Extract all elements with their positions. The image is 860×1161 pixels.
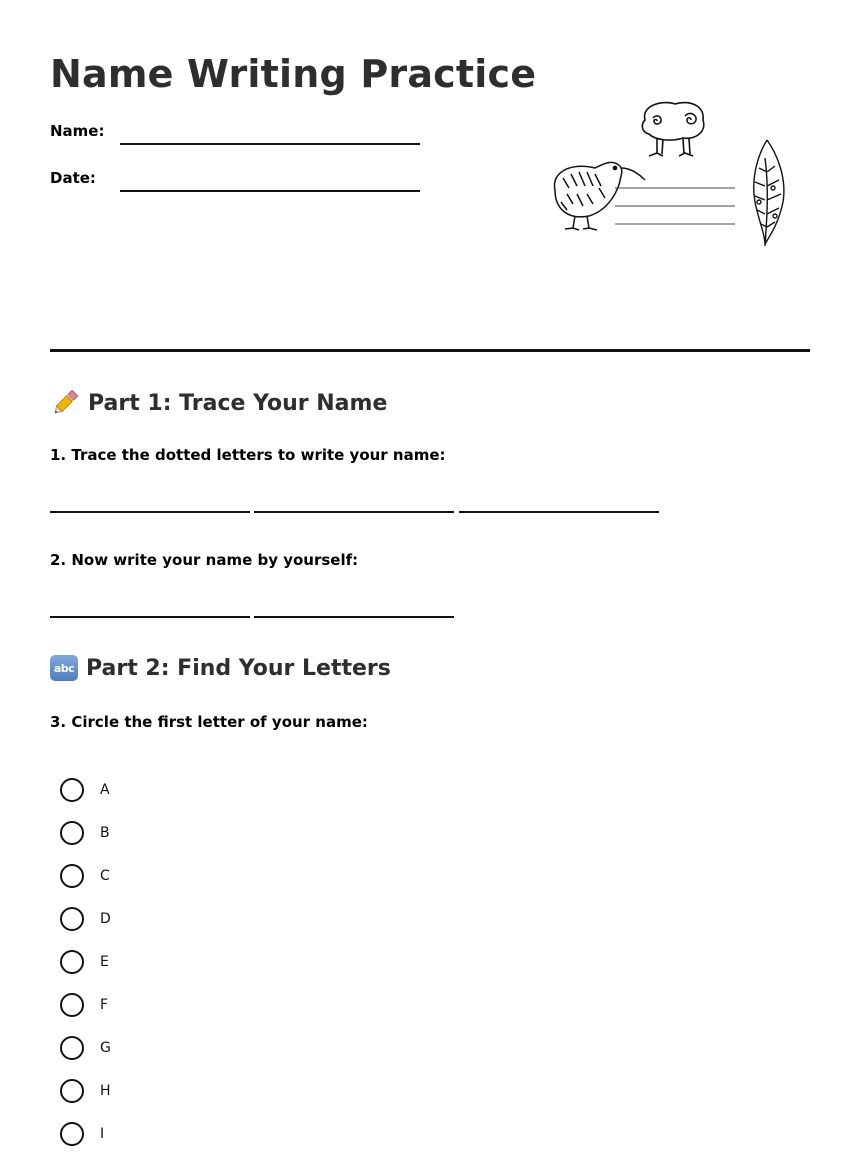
option-d[interactable] (60, 906, 111, 932)
sheep-icon (642, 103, 703, 156)
option-label: I (100, 1126, 105, 1142)
question-1: 1. Trace the dotted letters to write your name: (50, 446, 446, 464)
option-label: C (100, 868, 110, 884)
decorative-lines (615, 188, 735, 224)
radio-circle[interactable] (60, 950, 84, 974)
name-field[interactable] (120, 143, 420, 145)
option-g[interactable] (60, 1035, 111, 1061)
option-label: H (100, 1083, 111, 1099)
kiwi-bird-icon (554, 162, 645, 230)
option-a[interactable] (60, 777, 110, 803)
write-line-2[interactable] (254, 616, 454, 618)
part1-heading (50, 388, 387, 418)
nz-illustration (545, 98, 795, 250)
trace-line-3[interactable] (459, 511, 659, 513)
option-label: E (100, 954, 109, 970)
fern-leaf-icon (754, 140, 784, 246)
date-label: Date: (50, 169, 96, 187)
option-e[interactable] (60, 949, 109, 975)
option-h[interactable] (60, 1078, 111, 1104)
radio-circle[interactable] (60, 1036, 84, 1060)
part2-heading (50, 655, 391, 681)
name-label: Name: (50, 122, 105, 140)
radio-circle[interactable] (60, 993, 84, 1017)
radio-circle[interactable] (60, 821, 84, 845)
radio-circle[interactable] (60, 778, 84, 802)
question-3: 3. Circle the first letter of your name: (50, 713, 368, 731)
option-c[interactable] (60, 863, 110, 889)
radio-circle[interactable] (60, 1079, 84, 1103)
option-label: G (100, 1040, 111, 1056)
option-label: B (100, 825, 110, 841)
option-label: F (100, 997, 109, 1013)
question-2: 2. Now write your name by yourself: (50, 551, 359, 569)
write-line-1[interactable] (50, 616, 250, 618)
page-title: Name Writing Practice (50, 52, 537, 96)
date-field[interactable] (120, 190, 420, 192)
option-label: D (100, 911, 111, 927)
abc-icon: abc (50, 655, 78, 681)
section-divider (50, 349, 810, 352)
radio-circle[interactable] (60, 907, 84, 931)
radio-circle[interactable] (60, 1122, 84, 1146)
option-label: A (100, 782, 110, 798)
radio-circle[interactable] (60, 864, 84, 888)
option-b[interactable] (60, 820, 110, 846)
part2-title: Part 2: Find Your Letters (86, 655, 391, 681)
pencil-icon (50, 388, 80, 418)
trace-line-1[interactable] (50, 511, 250, 513)
option-i[interactable] (60, 1121, 104, 1147)
part1-title: Part 1: Trace Your Name (88, 390, 388, 416)
option-f[interactable] (60, 992, 108, 1018)
trace-line-2[interactable] (254, 511, 454, 513)
